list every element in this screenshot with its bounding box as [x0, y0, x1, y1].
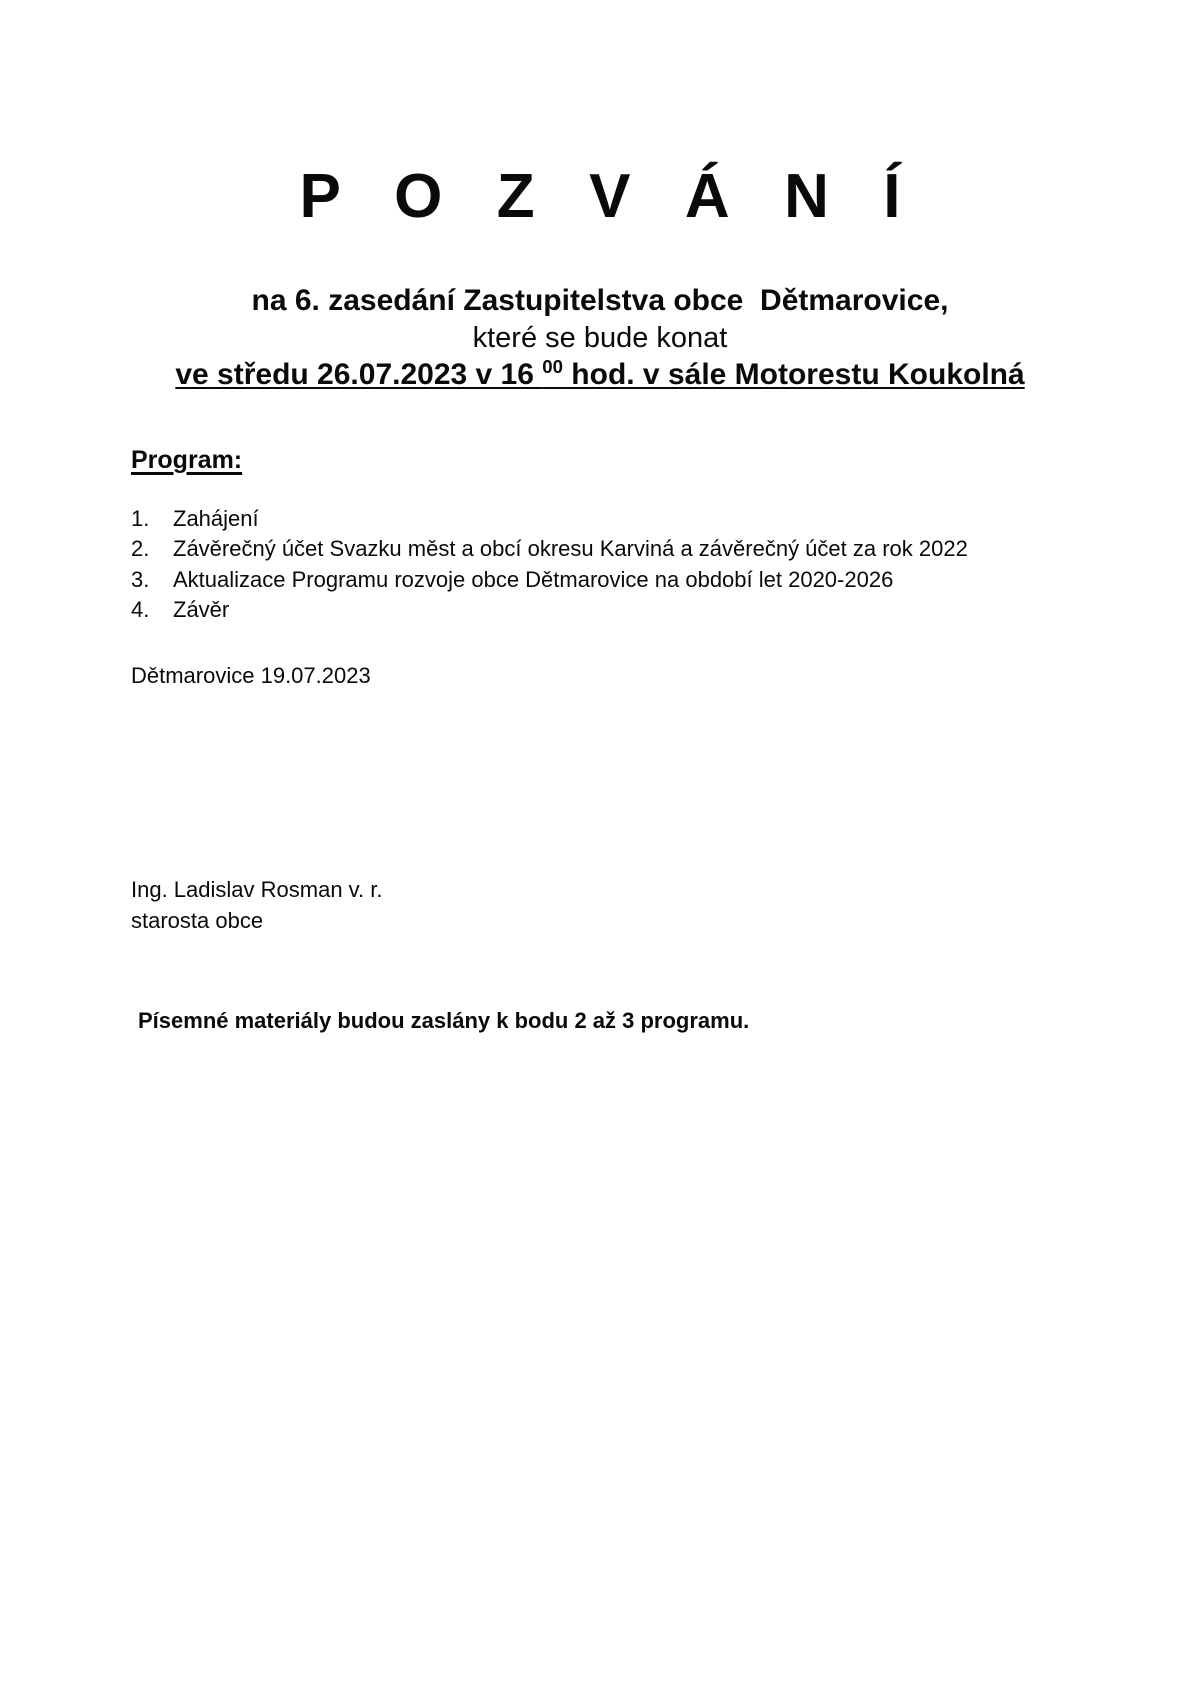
meeting-subtitle — [100, 282, 1100, 394]
program-heading: Program: — [131, 446, 243, 474]
signatory-name: Ing. Ladislav Rosman v. r. — [131, 877, 383, 902]
list-item-label: Aktualizace Programu rozvoje obce Dětmarovice na období let 2020-2026 — [173, 566, 894, 592]
list-item — [131, 595, 1071, 625]
signatory-role: starosta obce — [131, 907, 264, 933]
list-item — [131, 565, 1071, 595]
footer-note: Písemné materiály budou zaslány k bodu 2 až 3 programu. — [138, 1008, 750, 1033]
meeting-subject-line: na 6. zasedání Zastupitelstva obce Dětmarovice, — [251, 284, 949, 317]
meeting-held-line: které se bude konat — [472, 321, 728, 354]
list-item-number: 1. — [131, 506, 150, 531]
list-item-label: Zahájení — [173, 506, 259, 531]
meeting-datetime-line — [100, 356, 1100, 394]
list-item-label: Závěrečný účet Svazku měst a obcí okresu Karviná a závěrečný účet za rok 2022 — [173, 536, 968, 562]
meeting-time-minutes-superscript: 00 — [542, 356, 563, 378]
list-item — [131, 534, 1071, 564]
list-item — [131, 504, 1071, 534]
list-item-label: Závěr — [173, 597, 230, 623]
page-title: P O Z V Á N Í — [299, 161, 920, 231]
list-item-number: 3. — [131, 566, 150, 592]
place-and-date: Dětmarovice 19.07.2023 — [131, 663, 371, 688]
meeting-datetime-prefix: ve středu 26.07.2023 v 16 — [175, 358, 543, 392]
list-item-number: 4. — [131, 597, 150, 623]
signature-block — [131, 875, 383, 937]
meeting-venue-suffix: hod. v sále Motorestu Koukolná — [562, 358, 1025, 392]
program-list — [131, 504, 1071, 625]
list-item-number: 2. — [131, 536, 150, 562]
